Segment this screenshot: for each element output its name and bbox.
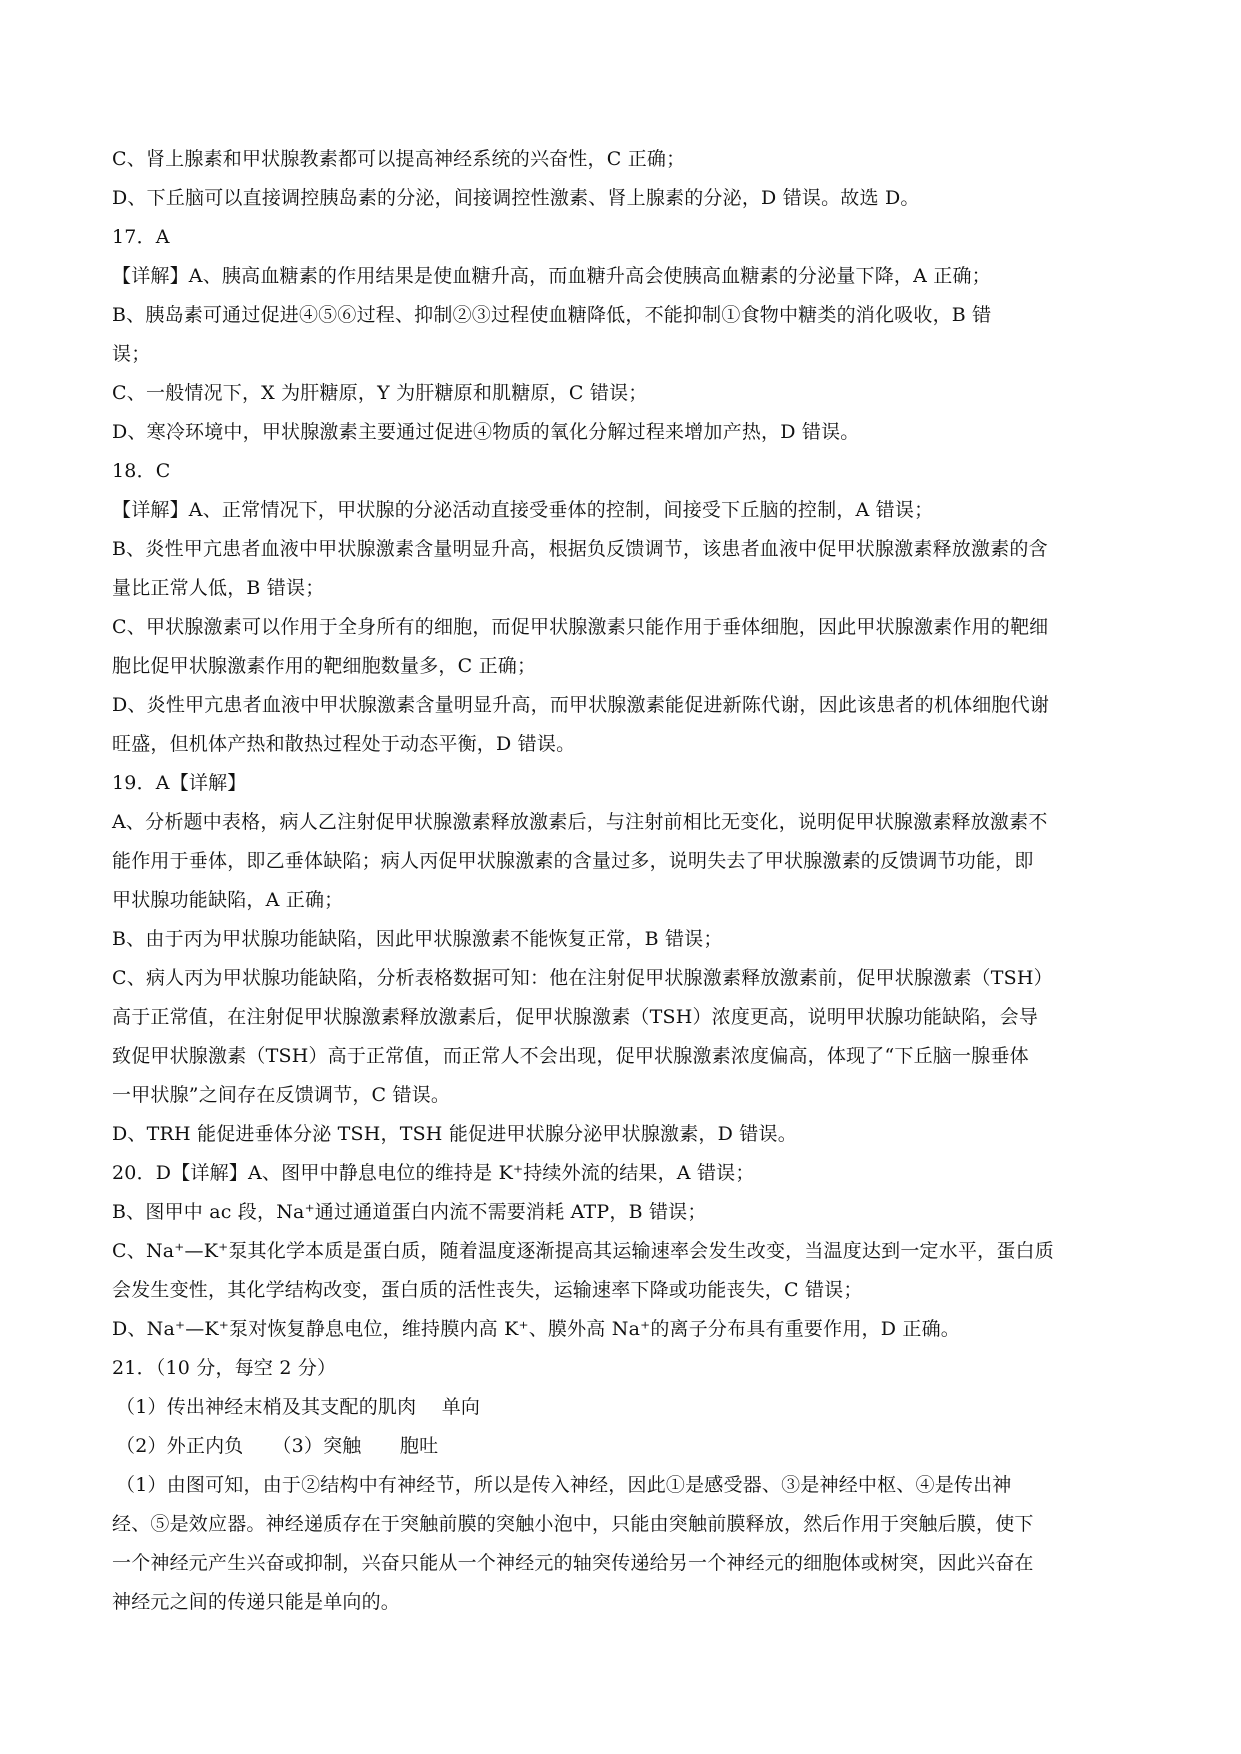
text-line: 一个神经元产生兴奋或抑制，兴奋只能从一个神经元的轴突传递给另一个神经元的细胞体或树突，因此兴奋在 (112, 1552, 1034, 1574)
text-line: A、分析题中表格，病人乙注射促甲状腺激素释放激素后，与注射前相比无变化，说明促甲状腺激素释放激素不 (112, 811, 1048, 833)
text-line: D、炎性甲亢患者血液中甲状腺激素含量明显升高，而甲状腺激素能促进新陈代谢，因此该患者的机体细胞代谢 (112, 694, 1050, 716)
text-line: 胞比促甲状腺激素作用的靶细胞数量多，C 正确； (112, 655, 537, 677)
text-line: 会发生变性，其化学结构改变，蛋白质的活性丧失，运输速率下降或功能丧失，C 错误； (112, 1279, 863, 1301)
text-line: C、一般情况下，X 为肝糖原，Y 为肝糖原和肌糖原，C 错误； (112, 382, 648, 404)
question-number: 20．D【详解】A、图甲中静息电位的维持是 K⁺持续外流的结果，A 错误； (112, 1162, 755, 1184)
question-number: 18．C (112, 460, 171, 482)
question-number: 17．A (112, 226, 170, 248)
text-line: （1）传出神经末梢及其支配的肌肉 单向 (116, 1396, 481, 1418)
text-line: 一甲状腺”之间存在反馈调节，C 错误。 (112, 1084, 451, 1106)
text-line: D、寒冷环境中，甲状腺激素主要通过促进④物质的氧化分解过程来增加产热，D 错误。 (112, 421, 860, 443)
text-line: （2）外正内负 （3）突触 胞吐 (116, 1435, 439, 1457)
text-line: D、下丘脑可以直接调控胰岛素的分泌，间接调控性激素、肾上腺素的分泌，D 错误。故选 D。 (112, 187, 920, 209)
text-line: 神经元之间的传递只能是单向的。 (112, 1591, 401, 1613)
text-line: 能作用于垂体，即乙垂体缺陷；病人丙促甲状腺激素的含量过多，说明失去了甲状腺激素的反馈调节功能，即 (112, 850, 1034, 872)
text-line: 量比正常人低，B 错误； (112, 577, 325, 599)
text-line: C、Na⁺—K⁺泵其化学本质是蛋白质，随着温度逐渐提高其运输速率会发生改变，当温度达到一定水平，蛋白质 (112, 1240, 1054, 1262)
text-line: 甲状腺功能缺陷，A 正确； (112, 889, 344, 911)
question-number: 21．（10 分，每空 2 分） (112, 1357, 337, 1379)
text-line: B、炎性甲亢患者血液中甲状腺激素含量明显升高，根据负反馈调节，该患者血液中促甲状腺激素释放激素的含 (112, 538, 1048, 560)
text-line: C、病人丙为甲状腺功能缺陷，分析表格数据可知：他在注射促甲状腺激素释放激素前，促甲状腺激素（TSH） (112, 967, 1053, 989)
text-line: 致促甲状腺激素（TSH）高于正常值，而正常人不会出现，促甲状腺激素浓度偏高，体现了“下丘脑一腺垂体 (112, 1045, 1029, 1067)
answer-text-block (112, 140, 1132, 1622)
text-line: D、TRH 能促进垂体分泌 TSH，TSH 能促进甲状腺分泌甲状腺激素，D 错误。 (112, 1123, 797, 1145)
text-line: B、图甲中 ac 段，Na⁺通过通道蛋白内流不需要消耗 ATP，B 错误； (112, 1201, 707, 1223)
text-line: 【详解】A、胰高血糖素的作用结果是使血糖升高，而血糖升高会使胰高血糖素的分泌量下降，A 正确； (112, 265, 991, 287)
text-line: 【详解】A、正常情况下，甲状腺的分泌活动直接受垂体的控制，间接受下丘脑的控制，A 错误； (112, 499, 934, 521)
text-line: B、胰岛素可通过促进④⑤⑥过程、抑制②③过程使血糖降低，不能抑制①食物中糖类的消化吸收，B 错 (112, 304, 992, 326)
question-number: 19．A【详解】 (112, 772, 247, 794)
text-line: C、甲状腺激素可以作用于全身所有的细胞，而促甲状腺激素只能作用于垂体细胞，因此甲状腺激素作用的靶细 (112, 616, 1049, 638)
text-line: B、由于丙为甲状腺功能缺陷，因此甲状腺激素不能恢复正常，B 错误； (112, 928, 723, 950)
text-line: 经、⑤是效应器。神经递质存在于突触前膜的突触小泡中，只能由突触前膜释放，然后作用于突触后膜，使下 (112, 1513, 1034, 1535)
text-line: 高于正常值，在注射促甲状腺激素释放激素后，促甲状腺激素（TSH）浓度更高，说明甲状腺功能缺陷，会导 (112, 1006, 1039, 1028)
text-line: C、肾上腺素和甲状腺教素都可以提高神经系统的兴奋性，C 正确； (112, 148, 686, 170)
text-line: D、Na⁺—K⁺泵对恢复静息电位，维持膜内高 K⁺、膜外高 Na⁺的离子分布具有重要作用，D 正确。 (112, 1318, 960, 1340)
text-line: （1）由图可知，由于②结构中有神经节，所以是传入神经，因此①是感受器、③是神经中枢、④是传出神 (116, 1474, 1012, 1496)
text-line: 误； (112, 343, 151, 365)
text-line: 旺盛，但机体产热和散热过程处于动态平衡，D 错误。 (112, 733, 576, 755)
